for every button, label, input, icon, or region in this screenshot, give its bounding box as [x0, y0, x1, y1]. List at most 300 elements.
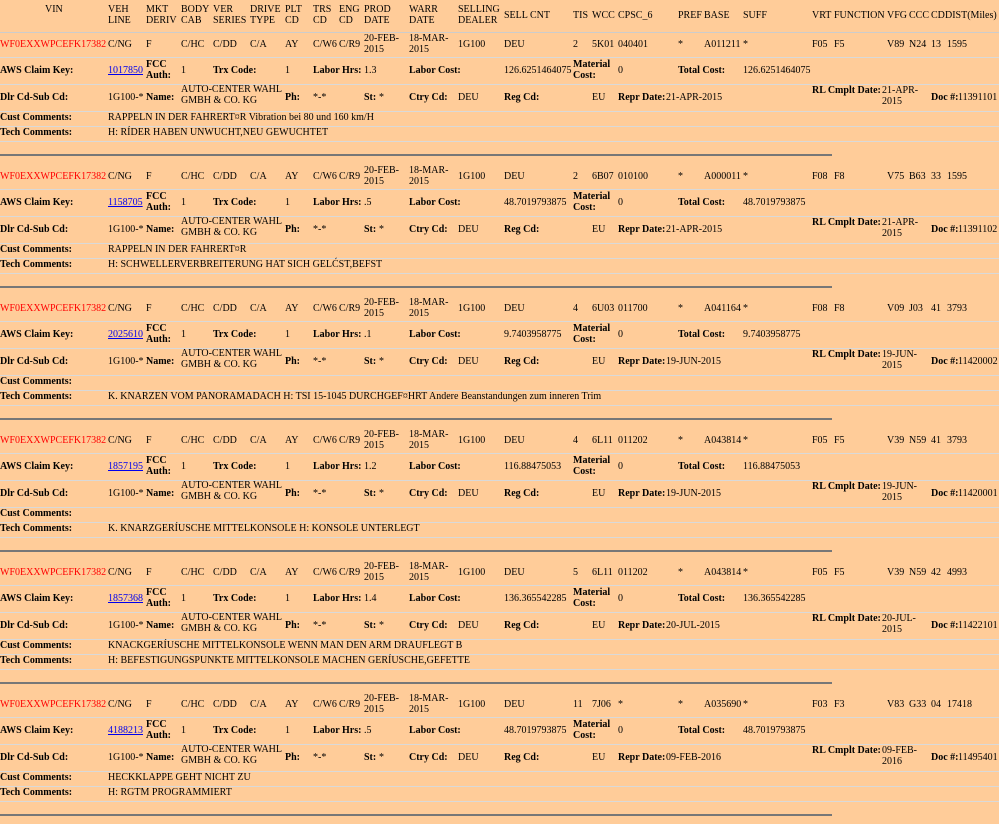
ctry-cd-value: DEU — [458, 752, 479, 763]
dlr-cd-value: 1G100-* — [108, 92, 144, 103]
tech-comments-label: Tech Comments: — [0, 391, 73, 402]
vrt-value: F03 — [812, 699, 828, 710]
dealer-row — [0, 84, 999, 112]
labor-cost-value: 126.6251464075 — [504, 65, 572, 76]
rl-cmplt-date-label: RL Cmplt Date: — [812, 349, 881, 360]
labor-hrs-label: Labor Hrs: — [313, 65, 362, 76]
labor-cost-label: Labor Cost: — [409, 197, 461, 208]
claim-key-link[interactable]: 1017850 — [108, 65, 143, 76]
tis-value: 11 — [573, 699, 583, 710]
trx-code-label: Trx Code: — [213, 65, 257, 76]
tech-comments-row — [0, 259, 999, 274]
prod-date-value: 20-FEB-2015 — [364, 33, 399, 55]
vfg-value: V09 — [887, 303, 905, 314]
base-value: A043814 — [704, 435, 742, 446]
fcc-auth-label: FCC Auth: — [146, 323, 172, 345]
trx-code-label: Trx Code: — [213, 197, 257, 208]
repr-date-value: 21-APR-2015 — [666, 224, 723, 235]
fcc-auth-value: 1 — [181, 593, 186, 604]
record-separator — [0, 418, 832, 420]
plt-cd-value: AY — [285, 567, 299, 578]
plt-cd-value: AY — [285, 171, 299, 182]
vehicle-row — [0, 32, 999, 58]
ver-series-value: C/DD — [213, 435, 237, 446]
st-value: * — [379, 92, 384, 103]
record-separator — [0, 154, 832, 156]
cust-comments-row — [0, 772, 999, 787]
warr-date-value: 18-MAR-2015 — [409, 693, 449, 715]
cost-row — [0, 322, 999, 349]
wcc-value: 6B07 — [592, 171, 614, 182]
st-value: * — [379, 620, 384, 631]
suff-value: * — [743, 435, 748, 446]
vfg-value: V83 — [887, 699, 905, 710]
labor-cost-value: 9.7403958775 — [504, 329, 562, 340]
claim-key-link[interactable]: 1857368 — [108, 593, 143, 604]
drive-type-value: C/A — [250, 567, 267, 578]
st-value: * — [379, 224, 384, 235]
cust-comments-value: RAPPELN IN DER FAHRERT¤R — [108, 244, 247, 255]
material-cost-value: 0 — [618, 461, 623, 472]
rl-cmplt-date-value: 09-FEB-2016 — [882, 745, 917, 767]
cust-comments-row — [0, 640, 999, 655]
vin-value: WF0EXXWPCEFK17382 — [0, 699, 107, 710]
repr-date-value: 20-JUL-2015 — [666, 620, 720, 631]
st-value: * — [379, 752, 384, 763]
prod-date-value: 20-FEB-2015 — [364, 561, 399, 583]
tech-comments-label: Tech Comments: — [0, 523, 73, 534]
tech-comments-label: Tech Comments: — [0, 259, 73, 270]
vfg-value: V39 — [887, 435, 905, 446]
cpsc-value: 010100 — [618, 171, 648, 182]
aws-claim-key-label: AWS Claim Key: — [0, 329, 74, 340]
dlr-cd-label: Dlr Cd-Sub Cd: — [0, 92, 69, 103]
cust-comments-label: Cust Comments: — [0, 772, 72, 783]
cd-value: 13 — [931, 39, 941, 50]
cpsc-value: 011202 — [618, 435, 648, 446]
dlr-cd-label: Dlr Cd-Sub Cd: — [0, 488, 69, 499]
function-value: F5 — [834, 567, 845, 578]
repr-date-value: 19-JUN-2015 — [666, 356, 721, 367]
trx-code-value: 1 — [285, 461, 290, 472]
ccc-value: N59 — [909, 435, 927, 446]
body-cab-value: C/HC — [181, 435, 205, 446]
plt-cd-value: AY — [285, 39, 299, 50]
ccc-value: N59 — [909, 567, 927, 578]
selling-dealer-value: 1G100 — [458, 435, 486, 446]
total-cost-value: 48.7019793875 — [743, 197, 806, 208]
sell-cnt-value: DEU — [504, 435, 525, 446]
material-cost-value: 0 — [618, 593, 623, 604]
fcc-auth-label: FCC Auth: — [146, 719, 172, 741]
dealer-row — [0, 216, 999, 244]
fcc-auth-value: 1 — [181, 461, 186, 472]
suff-value: * — [743, 699, 748, 710]
eng-cd-value: C/R9 — [339, 567, 361, 578]
tech-comments-value: K. KNARZEN VOM PANORAMADACH H: TSI 15-1045 DURCHGEF¤HRT Andere Beanstandungen zum inneren Trim — [108, 391, 602, 402]
claim-record — [0, 296, 999, 428]
prod-date-value: 20-FEB-2015 — [364, 165, 399, 187]
vehicle-row — [0, 296, 999, 322]
cpsc-value: 040401 — [618, 39, 648, 50]
veh-line-value: C/NG — [108, 303, 132, 314]
dlr-cd-label: Dlr Cd-Sub Cd: — [0, 752, 69, 763]
material-cost-label: Material Cost: — [573, 455, 611, 477]
doc-no-label: Doc #: — [931, 224, 959, 235]
cust-comments-row — [0, 244, 999, 259]
base-value: A000011 — [704, 171, 741, 182]
total-cost-value: 48.7019793875 — [743, 725, 806, 736]
repr-date-label: Repr Date: — [618, 620, 666, 631]
ctry-cd-value: DEU — [458, 620, 479, 631]
mkt-deriv-value: F — [146, 435, 152, 446]
ver-series-value: C/DD — [213, 303, 237, 314]
labor-cost-value: 136.365542285 — [504, 593, 567, 604]
st-label: St: — [364, 356, 377, 367]
trx-code-value: 1 — [285, 197, 290, 208]
cd-value: 41 — [931, 303, 941, 314]
veh-line-value: C/NG — [108, 171, 132, 182]
trs-cd-value: C/W6 — [313, 171, 337, 182]
mkt-deriv-value: F — [146, 39, 152, 50]
rl-cmplt-date-value: 20-JUL-2015 — [882, 613, 916, 635]
body-cab-value: C/HC — [181, 567, 205, 578]
tis-value: 4 — [573, 435, 578, 446]
cust-comments-row — [0, 508, 999, 523]
name-label: Name: — [146, 620, 175, 631]
cust-comments-label: Cust Comments: — [0, 112, 72, 123]
col-ccc: CCC — [909, 10, 930, 21]
col-base: BASE — [704, 10, 730, 21]
reg-cd-label: Reg Cd: — [504, 752, 540, 763]
claim-key-link[interactable]: 4188213 — [108, 725, 143, 736]
dlr-cd-value: 1G100-* — [108, 488, 144, 499]
aws-claim-key-label: AWS Claim Key: — [0, 461, 74, 472]
material-cost-label: Material Cost: — [573, 191, 611, 213]
record-separator — [0, 286, 832, 288]
sell-cnt-value: DEU — [504, 171, 525, 182]
trs-cd-value: C/W6 — [313, 567, 337, 578]
wcc-value: 7J06 — [592, 699, 611, 710]
trs-cd-value: C/W6 — [313, 435, 337, 446]
st-label: St: — [364, 620, 377, 631]
name-label: Name: — [146, 92, 175, 103]
doc-no-value: 11391101 — [958, 92, 998, 103]
doc-no-label: Doc #: — [931, 752, 959, 763]
rl-cmplt-date-value: 21-APR-2015 — [882, 217, 919, 239]
rl-cmplt-date-label: RL Cmplt Date: — [812, 745, 881, 756]
ctry-cd-value: DEU — [458, 224, 479, 235]
claim-record — [0, 164, 999, 296]
col-sell-cnt: SELL CNT — [504, 10, 551, 21]
doc-no-value: 11420001 — [958, 488, 998, 499]
dlr-cd-value: 1G100-* — [108, 752, 144, 763]
col-pref: PREF — [678, 10, 702, 21]
ctry-cd-value: DEU — [458, 92, 479, 103]
st-label: St: — [364, 92, 377, 103]
labor-cost-label: Labor Cost: — [409, 461, 461, 472]
suff-value: * — [743, 303, 748, 314]
reg-cd-value: EU — [592, 92, 606, 103]
trx-code-label: Trx Code: — [213, 461, 257, 472]
vfg-value: V39 — [887, 567, 905, 578]
col-function: FUNCTION — [834, 10, 885, 21]
ccc-value: B63 — [909, 171, 926, 182]
ph-label: Ph: — [285, 488, 300, 499]
selling-dealer-value: 1G100 — [458, 567, 486, 578]
doc-no-label: Doc #: — [931, 488, 959, 499]
labor-cost-value: 116.88475053 — [504, 461, 562, 472]
name-label: Name: — [146, 356, 175, 367]
labor-hrs-value: 1.3 — [364, 65, 377, 76]
repr-date-value: 21-APR-2015 — [666, 92, 723, 103]
cust-comments-label: Cust Comments: — [0, 640, 72, 651]
total-cost-value: 126.6251464075 — [743, 65, 811, 76]
col-tis: TIS — [573, 10, 588, 21]
tech-comments-label: Tech Comments: — [0, 655, 73, 666]
total-cost-label: Total Cost: — [678, 197, 726, 208]
body-cab-value: C/HC — [181, 699, 205, 710]
mkt-deriv-value: F — [146, 303, 152, 314]
total-cost-label: Total Cost: — [678, 725, 726, 736]
material-cost-value: 0 — [618, 329, 623, 340]
body-cab-value: C/HC — [181, 39, 205, 50]
base-value: A011211 — [704, 39, 741, 50]
labor-hrs-value: .5 — [364, 197, 372, 208]
repr-date-value: 09-FEB-2016 — [666, 752, 721, 763]
total-cost-value: 9.7403958775 — [743, 329, 801, 340]
dlr-cd-label: Dlr Cd-Sub Cd: — [0, 620, 69, 631]
drive-type-value: C/A — [250, 39, 267, 50]
st-label: St: — [364, 752, 377, 763]
col-trs-cd: TRS CD — [313, 4, 332, 26]
trx-code-value: 1 — [285, 65, 290, 76]
tech-comments-label: Tech Comments: — [0, 787, 73, 798]
vrt-value: F08 — [812, 303, 828, 314]
tech-comments-label: Tech Comments: — [0, 127, 73, 138]
trx-code-label: Trx Code: — [213, 329, 257, 340]
dealer-name-value: AUTO-CENTER WAHL GMBH & CO. KG — [181, 744, 282, 766]
rl-cmplt-date-value: 21-APR-2015 — [882, 85, 919, 107]
col-plt-cd: PLT CD — [285, 4, 302, 26]
total-cost-label: Total Cost: — [678, 329, 726, 340]
mkt-deriv-value: F — [146, 567, 152, 578]
fcc-auth-label: FCC Auth: — [146, 59, 172, 81]
vrt-value: F08 — [812, 171, 828, 182]
col-vrt: VRT — [812, 10, 832, 21]
plt-cd-value: AY — [285, 435, 299, 446]
reg-cd-value: EU — [592, 620, 606, 631]
aws-claim-key-label: AWS Claim Key: — [0, 197, 74, 208]
dealer-row — [0, 480, 999, 508]
suff-value: * — [743, 171, 748, 182]
prod-date-value: 20-FEB-2015 — [364, 297, 399, 319]
veh-line-value: C/NG — [108, 435, 132, 446]
ph-value: *-* — [313, 752, 327, 763]
vrt-value: F05 — [812, 435, 828, 446]
trx-code-value: 1 — [285, 593, 290, 604]
total-cost-value: 136.365542285 — [743, 593, 806, 604]
repr-date-value: 19-JUN-2015 — [666, 488, 721, 499]
function-value: F3 — [834, 699, 845, 710]
dist-value: 4993 — [947, 567, 967, 578]
ver-series-value: C/DD — [213, 699, 237, 710]
dlr-cd-value: 1G100-* — [108, 224, 144, 235]
labor-hrs-label: Labor Hrs: — [313, 329, 362, 340]
material-cost-value: 0 — [618, 65, 623, 76]
labor-cost-value: 48.7019793875 — [504, 725, 567, 736]
tis-value: 2 — [573, 171, 578, 182]
col-body-cab: BODY CAB — [181, 4, 209, 26]
cust-comments-label: Cust Comments: — [0, 376, 72, 387]
trx-code-value: 1 — [285, 725, 290, 736]
doc-no-label: Doc #: — [931, 356, 959, 367]
prod-date-value: 20-FEB-2015 — [364, 693, 399, 715]
reg-cd-label: Reg Cd: — [504, 356, 540, 367]
tech-comments-value: K. KNARZGERÍUSCHE MITTELKONSOLE H: KONSOLE UNTERLEGT — [108, 523, 420, 534]
dist-value: 1595 — [947, 171, 967, 182]
function-value: F5 — [834, 39, 845, 50]
fcc-auth-value: 1 — [181, 65, 186, 76]
record-separator — [0, 550, 832, 552]
tech-comments-row — [0, 523, 999, 538]
material-cost-value: 0 — [618, 197, 623, 208]
labor-hrs-label: Labor Hrs: — [313, 197, 362, 208]
cost-row — [0, 586, 999, 613]
warr-date-value: 18-MAR-2015 — [409, 33, 449, 55]
veh-line-value: C/NG — [108, 699, 132, 710]
col-cpsc: CPSC_6 — [618, 10, 653, 21]
vin-value: WF0EXXWPCEFK17382 — [0, 435, 107, 446]
material-cost-label: Material Cost: — [573, 59, 611, 81]
total-cost-label: Total Cost: — [678, 65, 726, 76]
column-header-row — [0, 0, 999, 33]
ctry-cd-label: Ctry Cd: — [409, 620, 448, 631]
aws-claim-key-label: AWS Claim Key: — [0, 65, 74, 76]
base-value: A035690 — [704, 699, 742, 710]
ctry-cd-value: DEU — [458, 356, 479, 367]
cost-row — [0, 58, 999, 85]
ccc-value: J03 — [909, 303, 923, 314]
sell-cnt-value: DEU — [504, 567, 525, 578]
material-cost-value: 0 — [618, 725, 623, 736]
ph-label: Ph: — [285, 356, 300, 367]
labor-hrs-value: 1.2 — [364, 461, 377, 472]
repr-date-label: Repr Date: — [618, 488, 666, 499]
reg-cd-value: EU — [592, 356, 606, 367]
ph-label: Ph: — [285, 92, 300, 103]
ccc-value: N24 — [909, 39, 927, 50]
trx-code-value: 1 — [285, 329, 290, 340]
tech-comments-value: H: BEFESTIGUNGSPUNKTE MITTELKONSOLE MACHEN GERÍUSCHE,GEFETTE — [108, 655, 470, 666]
col-ver-series: VER SERIES — [213, 4, 247, 26]
name-label: Name: — [146, 488, 175, 499]
repr-date-label: Repr Date: — [618, 752, 666, 763]
ph-label: Ph: — [285, 620, 300, 631]
trx-code-label: Trx Code: — [213, 725, 257, 736]
col-cd: CD — [931, 10, 945, 21]
drive-type-value: C/A — [250, 303, 267, 314]
tech-comments-value: H: RÍDER HABEN UNWUCHT,NEU GEWUCHTET — [108, 127, 329, 138]
repr-date-label: Repr Date: — [618, 356, 666, 367]
eng-cd-value: C/R9 — [339, 171, 361, 182]
col-veh-line: VEH LINE — [108, 4, 131, 26]
tis-value: 2 — [573, 39, 578, 50]
tech-comments-row — [0, 391, 999, 406]
tech-comments-row — [0, 127, 999, 142]
record-separator — [0, 682, 832, 684]
tech-comments-row — [0, 655, 999, 670]
tech-comments-row — [0, 787, 999, 802]
eng-cd-value: C/R9 — [339, 699, 361, 710]
claim-record — [0, 32, 999, 164]
cust-comments-row — [0, 112, 999, 127]
claim-key-link[interactable]: 2025610 — [108, 329, 143, 340]
suff-value: * — [743, 39, 748, 50]
cust-comments-label: Cust Comments: — [0, 244, 72, 255]
dlr-cd-value: 1G100-* — [108, 356, 144, 367]
vin-value: WF0EXXWPCEFK17382 — [0, 567, 107, 578]
col-suff: SUFF — [743, 10, 767, 21]
col-vin: VIN — [45, 4, 63, 15]
rl-cmplt-date-label: RL Cmplt Date: — [812, 85, 881, 96]
claim-key-link[interactable]: 1158705 — [108, 197, 143, 208]
labor-cost-label: Labor Cost: — [409, 65, 461, 76]
labor-hrs-label: Labor Hrs: — [313, 593, 362, 604]
dealer-name-value: AUTO-CENTER WAHL GMBH & CO. KG — [181, 480, 282, 502]
sell-cnt-value: DEU — [504, 303, 525, 314]
ctry-cd-label: Ctry Cd: — [409, 488, 448, 499]
total-cost-label: Total Cost: — [678, 593, 726, 604]
claim-key-link[interactable]: 1857195 — [108, 461, 143, 472]
function-value: F8 — [834, 303, 845, 314]
col-selling-dealer: SELLING DEALER — [458, 4, 500, 26]
ctry-cd-label: Ctry Cd: — [409, 92, 448, 103]
pref-value: * — [678, 39, 683, 50]
trs-cd-value: C/W6 — [313, 699, 337, 710]
warr-date-value: 18-MAR-2015 — [409, 297, 449, 319]
ctry-cd-label: Ctry Cd: — [409, 752, 448, 763]
cpsc-value: 011700 — [618, 303, 648, 314]
wcc-value: 5K01 — [592, 39, 615, 50]
reg-cd-label: Reg Cd: — [504, 488, 540, 499]
doc-no-label: Doc #: — [931, 92, 959, 103]
doc-no-value: 11422101 — [958, 620, 998, 631]
function-value: F8 — [834, 171, 845, 182]
cost-row — [0, 190, 999, 217]
warr-date-value: 18-MAR-2015 — [409, 165, 449, 187]
selling-dealer-value: 1G100 — [458, 699, 486, 710]
name-label: Name: — [146, 224, 175, 235]
col-warr-date: WARR DATE — [409, 4, 438, 26]
dlr-cd-value: 1G100-* — [108, 620, 144, 631]
labor-cost-label: Labor Cost: — [409, 593, 461, 604]
sell-cnt-value: DEU — [504, 699, 525, 710]
fcc-auth-label: FCC Auth: — [146, 455, 172, 477]
st-label: St: — [364, 488, 377, 499]
vfg-value: V89 — [887, 39, 905, 50]
cost-row — [0, 454, 999, 481]
pref-value: * — [678, 171, 683, 182]
cust-comments-row — [0, 376, 999, 391]
total-cost-label: Total Cost: — [678, 461, 726, 472]
reg-cd-value: EU — [592, 224, 606, 235]
record-separator — [0, 814, 832, 816]
pref-value: * — [678, 435, 683, 446]
ph-value: *-* — [313, 620, 327, 631]
st-value: * — [379, 356, 384, 367]
doc-no-label: Doc #: — [931, 620, 959, 631]
